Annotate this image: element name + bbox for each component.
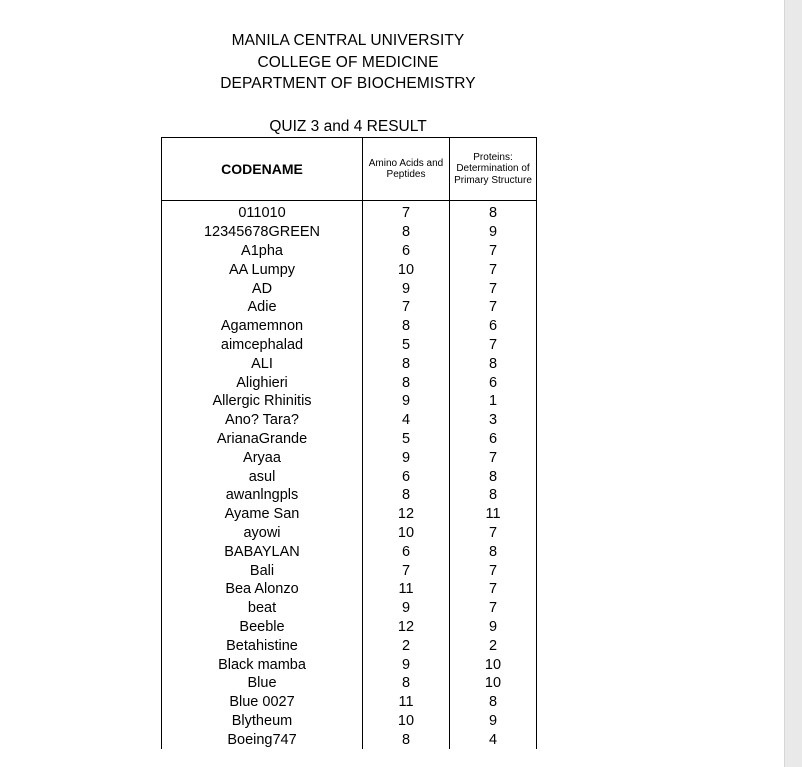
table-row xyxy=(162,542,537,561)
proteins-score-cell: 8 xyxy=(450,693,537,712)
table-row xyxy=(162,223,537,242)
proteins-score-cell: 6 xyxy=(450,317,537,336)
proteins-score-cell: 7 xyxy=(450,561,537,580)
proteins-score-cell: 8 xyxy=(450,486,537,505)
codename-cell: Betahistine xyxy=(162,636,363,655)
proteins-score-cell: 6 xyxy=(450,373,537,392)
codename-cell: Bali xyxy=(162,561,363,580)
table-row xyxy=(162,392,537,411)
codename-cell: Agamemnon xyxy=(162,317,363,336)
codename-cell: Adie xyxy=(162,298,363,317)
codename-cell: ayowi xyxy=(162,524,363,543)
table-row xyxy=(162,448,537,467)
proteins-score-cell: 9 xyxy=(450,618,537,637)
codename-cell: Alighieri xyxy=(162,373,363,392)
amino-acids-score-cell: 8 xyxy=(363,317,450,336)
amino-acids-score-cell: 11 xyxy=(363,580,450,599)
amino-acids-column-header: Amino Acids and Peptides xyxy=(363,138,450,201)
table-row xyxy=(162,298,537,317)
codename-cell: 12345678GREEN xyxy=(162,223,363,242)
codename-cell: Blytheum xyxy=(162,712,363,731)
table-row xyxy=(162,336,537,355)
table-row xyxy=(162,730,537,749)
amino-acids-score-cell: 8 xyxy=(363,223,450,242)
table-row xyxy=(162,317,537,336)
table-row xyxy=(162,636,537,655)
proteins-score-cell: 7 xyxy=(450,298,537,317)
codename-cell: 011010 xyxy=(162,204,363,223)
codename-column-header: CODENAME xyxy=(162,138,363,201)
proteins-score-cell: 8 xyxy=(450,542,537,561)
amino-acids-score-cell: 9 xyxy=(363,599,450,618)
proteins-score-cell: 2 xyxy=(450,636,537,655)
codename-cell: awanlngpls xyxy=(162,486,363,505)
codename-cell: asul xyxy=(162,467,363,486)
codename-cell: Boeing747 xyxy=(162,730,363,749)
proteins-score-cell: 7 xyxy=(450,524,537,543)
amino-acids-score-cell: 8 xyxy=(363,373,450,392)
proteins-score-cell: 8 xyxy=(450,204,537,223)
table-row xyxy=(162,580,537,599)
proteins-score-cell: 7 xyxy=(450,448,537,467)
codename-cell: Beeble xyxy=(162,618,363,637)
proteins-score-cell: 9 xyxy=(450,712,537,731)
proteins-score-cell: 7 xyxy=(450,336,537,355)
department-name: DEPARTMENT OF BIOCHEMISTRY xyxy=(220,75,476,92)
table-row xyxy=(162,411,537,430)
amino-acids-score-cell: 9 xyxy=(363,448,450,467)
table-row xyxy=(162,279,537,298)
amino-acids-score-cell: 6 xyxy=(363,542,450,561)
codename-cell: Ano? Tara? xyxy=(162,411,363,430)
amino-acids-score-cell: 8 xyxy=(363,730,450,749)
amino-acids-score-cell: 10 xyxy=(363,524,450,543)
amino-acids-score-cell: 9 xyxy=(363,279,450,298)
amino-acids-score-cell: 5 xyxy=(363,430,450,449)
table-row xyxy=(162,618,537,637)
amino-acids-score-cell: 9 xyxy=(363,392,450,411)
table-row xyxy=(162,354,537,373)
proteins-score-cell: 7 xyxy=(450,242,537,261)
results-table-body xyxy=(162,204,537,749)
table-row xyxy=(162,430,537,449)
table-row xyxy=(162,486,537,505)
proteins-score-cell: 1 xyxy=(450,392,537,411)
table-row xyxy=(162,505,537,524)
codename-cell: AD xyxy=(162,279,363,298)
amino-acids-score-cell: 11 xyxy=(363,693,450,712)
amino-acids-score-cell: 8 xyxy=(363,674,450,693)
college-name: COLLEGE OF MEDICINE xyxy=(257,53,439,71)
amino-acids-score-cell: 12 xyxy=(363,618,450,637)
proteins-score-cell: 10 xyxy=(450,674,537,693)
table-row xyxy=(162,373,537,392)
codename-cell: A1pha xyxy=(162,242,363,261)
codename-cell: Allergic Rhinitis xyxy=(162,392,363,411)
amino-acids-score-cell: 6 xyxy=(363,242,450,261)
proteins-score-cell: 11 xyxy=(450,505,537,524)
codename-cell: Ayame San xyxy=(162,505,363,524)
codename-cell: aimcephalad xyxy=(162,336,363,355)
results-table xyxy=(161,137,537,749)
table-row xyxy=(162,467,537,486)
codename-cell: Aryaa xyxy=(162,448,363,467)
table-row xyxy=(162,674,537,693)
proteins-column-header: Proteins: Determination of Primary Structure xyxy=(450,138,537,201)
table-row xyxy=(162,655,537,674)
quiz-title: QUIZ 3 and 4 RESULT xyxy=(269,118,427,135)
amino-acids-score-cell: 10 xyxy=(363,712,450,731)
amino-acids-score-cell: 2 xyxy=(363,636,450,655)
table-row xyxy=(162,524,537,543)
proteins-score-cell: 3 xyxy=(450,411,537,430)
proteins-score-cell: 9 xyxy=(450,223,537,242)
table-row xyxy=(162,561,537,580)
amino-acids-score-cell: 12 xyxy=(363,505,450,524)
proteins-score-cell: 7 xyxy=(450,580,537,599)
proteins-score-cell: 8 xyxy=(450,354,537,373)
proteins-score-cell: 7 xyxy=(450,599,537,618)
codename-cell: ALI xyxy=(162,354,363,373)
codename-cell: Blue xyxy=(162,674,363,693)
table-header-row xyxy=(162,138,537,201)
amino-acids-score-cell: 4 xyxy=(363,411,450,430)
codename-cell: beat xyxy=(162,599,363,618)
amino-acids-score-cell: 9 xyxy=(363,655,450,674)
codename-cell: BABAYLAN xyxy=(162,542,363,561)
proteins-score-cell: 4 xyxy=(450,730,537,749)
university-name: MANILA CENTRAL UNIVERSITY xyxy=(231,32,465,49)
codename-cell: ArianaGrande xyxy=(162,430,363,449)
amino-acids-score-cell: 7 xyxy=(363,561,450,580)
codename-cell: Black mamba xyxy=(162,655,363,674)
amino-acids-score-cell: 10 xyxy=(363,260,450,279)
table-row xyxy=(162,693,537,712)
amino-acids-score-cell: 8 xyxy=(363,486,450,505)
proteins-score-cell: 7 xyxy=(450,279,537,298)
table-row xyxy=(162,712,537,731)
document-header xyxy=(0,30,696,95)
proteins-score-cell: 8 xyxy=(450,467,537,486)
amino-acids-score-cell: 7 xyxy=(363,204,450,223)
table-row xyxy=(162,260,537,279)
proteins-score-cell: 6 xyxy=(450,430,537,449)
amino-acids-score-cell: 6 xyxy=(363,467,450,486)
codename-cell: AA Lumpy xyxy=(162,260,363,279)
amino-acids-score-cell: 8 xyxy=(363,354,450,373)
codename-cell: Blue 0027 xyxy=(162,693,363,712)
amino-acids-score-cell: 5 xyxy=(363,336,450,355)
table-row xyxy=(162,242,537,261)
proteins-score-cell: 7 xyxy=(450,260,537,279)
codename-cell: Bea Alonzo xyxy=(162,580,363,599)
amino-acids-score-cell: 7 xyxy=(363,298,450,317)
table-row xyxy=(162,599,537,618)
page-edge xyxy=(784,0,802,767)
proteins-score-cell: 10 xyxy=(450,655,537,674)
table-row xyxy=(162,204,537,223)
